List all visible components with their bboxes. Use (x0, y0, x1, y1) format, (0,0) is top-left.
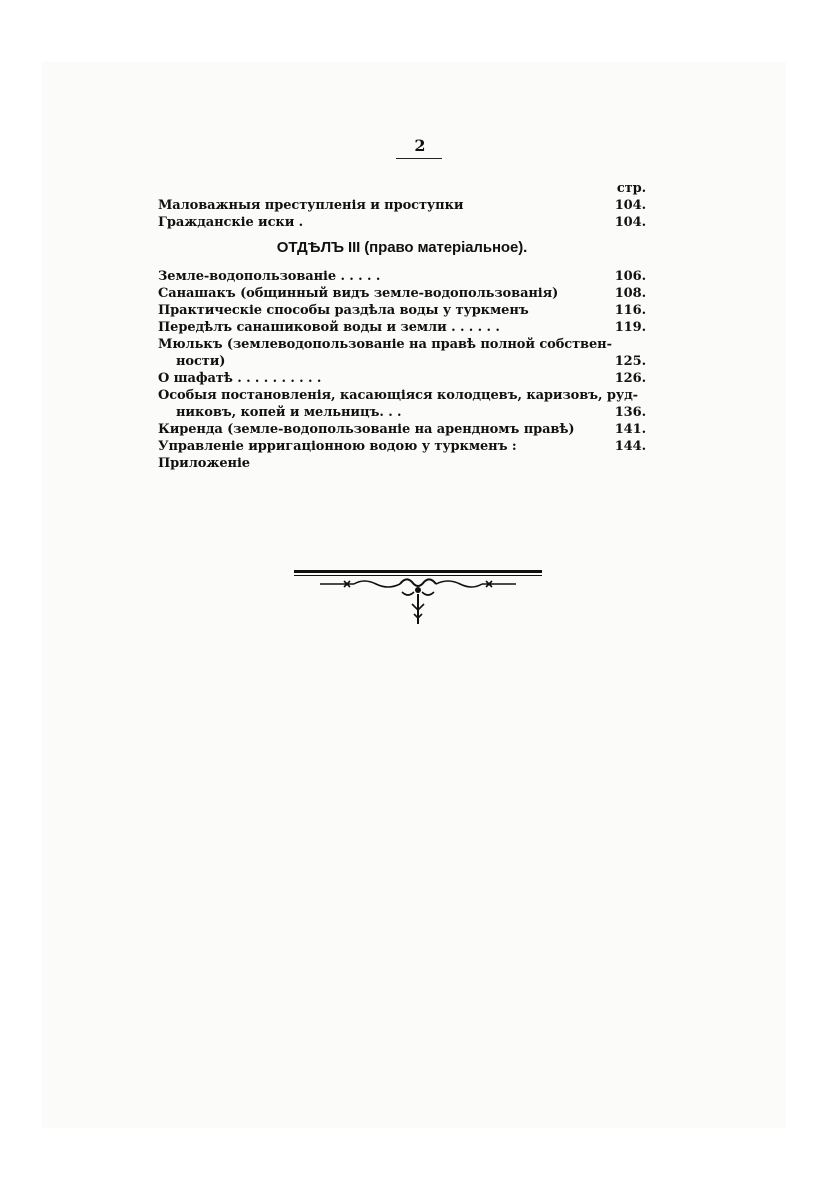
toc-entry-page: 136. (614, 405, 646, 420)
toc-entry-page: 126. (614, 371, 646, 386)
toc-entry-page: 144. (614, 439, 646, 454)
section-heading: ОТДѢЛЪ III (право матеріальное). (276, 239, 528, 256)
page-number-underline (396, 158, 442, 159)
table-of-contents (158, 180, 646, 472)
toc-entry (158, 285, 646, 302)
toc-entry-title: Практическіе способы раздѣла воды у туркменъ (158, 303, 529, 318)
toc-entry (158, 336, 646, 353)
toc-entry-page: 106. (614, 269, 646, 284)
page-number: 2 (414, 136, 426, 155)
decorative-ornament (294, 566, 542, 636)
toc-entry (158, 404, 646, 421)
toc-entry (158, 387, 646, 404)
toc-entry (158, 319, 646, 336)
toc-entry-title: Управленіе ирригаціонною водою у туркменъ : (158, 439, 517, 454)
toc-entry-title: Маловажныя преступленія и проступки (158, 198, 464, 213)
toc-entry-title: Особыя постановленія, касающіяся колодцевъ, каризовъ, руд- (158, 388, 638, 403)
toc-entry-page: 119. (614, 320, 646, 335)
toc-entry-title: Приложеніе (158, 456, 250, 471)
toc-entry-title: Земле-водопользованіе . . . . . (158, 269, 381, 284)
toc-entry (158, 370, 646, 387)
toc-entry (158, 421, 646, 438)
toc-entry-title: О шафатѣ . . . . . . . . . . (158, 371, 322, 386)
toc-entry (158, 353, 646, 370)
toc-entry (158, 302, 646, 319)
toc-entry (158, 455, 646, 472)
toc-entry (158, 268, 646, 285)
toc-entry-page: 125. (614, 354, 646, 369)
toc-entry (158, 214, 646, 231)
toc-entry-title: Мюлькъ (землеводопользованіе на правѣ полной собствен- (158, 337, 612, 352)
toc-entry-title: никовъ, копей и мельницъ. . . (176, 405, 402, 420)
toc-entry-title: ности) (176, 354, 226, 369)
page-column-header: стр. (616, 181, 646, 196)
toc-entry (158, 197, 646, 214)
toc-entry-page: 116. (614, 303, 646, 318)
toc-entry-page: 104. (614, 215, 646, 230)
toc-entry-title: Киренда (земле-водопользованіе на арендномъ правѣ) (158, 422, 575, 437)
toc-entry-page: 141. (614, 422, 646, 437)
toc-entry-title: Передѣлъ санашиковой воды и земли . . . . . . (158, 320, 500, 335)
toc-entry-title: Гражданскіе иски . (158, 215, 304, 230)
toc-entry-page: 104. (614, 198, 646, 213)
toc-entry-page: 108. (614, 286, 646, 301)
toc-entry-title: Санашакъ (общинный видъ земле-водопользованія) (158, 286, 559, 301)
toc-entry (158, 438, 646, 455)
